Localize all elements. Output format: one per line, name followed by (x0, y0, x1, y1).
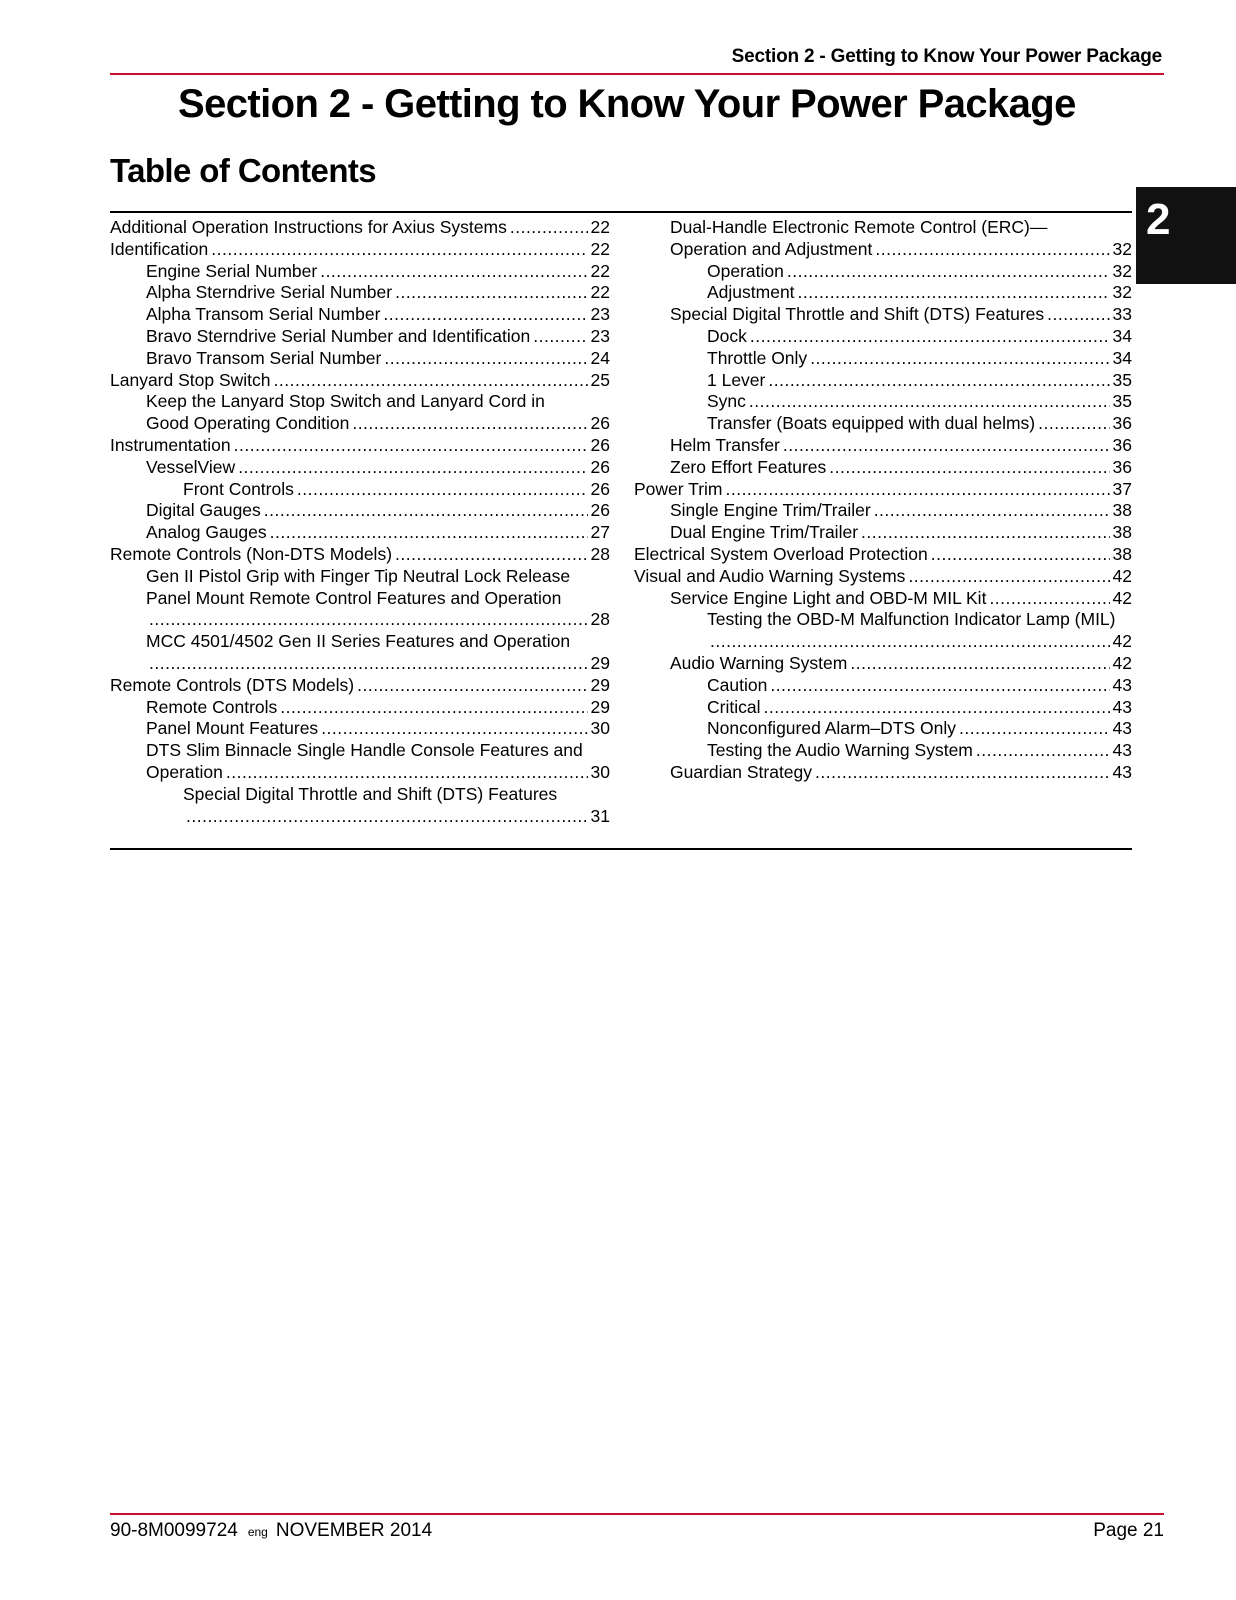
toc-leader-dots (850, 653, 1109, 675)
toc-leader-dots (725, 479, 1109, 501)
toc-entry[interactable] (634, 261, 1132, 283)
toc-entry-title: Power Trim (634, 478, 723, 499)
toc-leader-dots (710, 631, 1110, 653)
toc-left-column (110, 217, 610, 827)
toc-leader-dots (226, 762, 588, 784)
toc-entry[interactable] (634, 370, 1132, 392)
toc-entry[interactable] (634, 762, 1132, 784)
toc-entry-page: 36 (1112, 434, 1132, 455)
page-number: Page 21 (1093, 1520, 1164, 1541)
toc-entry-title: Testing the OBD-M Malfunction Indicator Lamp (MIL) (707, 609, 1116, 630)
toc-entry-title: Electrical System Overload Protection (634, 543, 928, 564)
toc-entry[interactable] (634, 304, 1132, 326)
toc-entry[interactable] (110, 609, 610, 631)
toc-entry-page: 38 (1112, 500, 1132, 521)
toc-entry-page: 43 (1112, 761, 1132, 782)
toc-entry-page: 37 (1112, 478, 1132, 499)
toc-entry-title: Single Engine Trim/Trailer (670, 500, 871, 521)
toc-entry-title: Panel Mount Features (146, 718, 319, 739)
toc-entry[interactable] (110, 500, 610, 522)
toc-entry[interactable] (634, 457, 1132, 479)
toc-entry-page: 24 (590, 347, 610, 368)
toc-leader-dots (783, 435, 1110, 457)
toc-entry[interactable] (110, 413, 610, 435)
toc-entry[interactable] (634, 391, 1132, 413)
toc-leader-dots (763, 697, 1109, 719)
toc-entry[interactable] (110, 697, 610, 719)
toc-entry-page: 23 (590, 325, 610, 346)
toc-leader-dots (149, 653, 588, 675)
toc-entry-title: Nonconfigured Alarm–DTS Only (707, 718, 956, 739)
toc-leader-dots (321, 718, 587, 740)
toc-entry[interactable] (634, 653, 1132, 675)
toc-leader-dots (274, 370, 588, 392)
toc-leader-dots (280, 697, 587, 719)
toc-entry-title: Testing the Audio Warning System (707, 740, 973, 761)
toc-entry[interactable] (110, 217, 610, 239)
toc-leader-dots (234, 435, 588, 457)
toc-entry-title: Zero Effort Features (670, 456, 827, 477)
toc-entry-title: Instrumentation (110, 434, 231, 455)
toc-entry-page: 26 (590, 434, 610, 455)
toc-entry-title: Analog Gauges (146, 522, 267, 543)
toc-entry-page: 23 (590, 304, 610, 325)
toc-entry-title: Alpha Sterndrive Serial Number (146, 282, 393, 303)
toc-entry-title: Additional Operation Instructions for Axius Systems (110, 217, 507, 237)
toc-entry[interactable] (110, 718, 610, 740)
toc-entry-page: 34 (1112, 347, 1132, 368)
toc-entry[interactable] (110, 762, 610, 784)
section-tab: 2 (1136, 187, 1236, 284)
toc-entry-title: Digital Gauges (146, 500, 261, 521)
toc-entry-title: Bravo Transom Serial Number (146, 347, 382, 368)
toc-entry-page: 27 (590, 522, 610, 543)
toc-entry[interactable] (634, 697, 1132, 719)
toc-entry-page: 31 (590, 805, 610, 826)
toc-leader-dots (798, 282, 1110, 304)
toc-entry[interactable] (110, 631, 610, 653)
toc-entry-title: Keep the Lanyard Stop Switch and Lanyard Cord in (146, 391, 545, 412)
toc-leader-dots (750, 326, 1110, 348)
toc-leader-dots (395, 544, 588, 566)
toc-leader-dots (829, 457, 1109, 479)
toc-entry-page: 26 (590, 500, 610, 521)
toc-entry-title: Panel Mount Remote Control Features and Operation (146, 587, 562, 608)
toc-entry-title: MCC 4501/4502 Gen II Series Features and Operation (146, 631, 571, 652)
toc-entry[interactable] (634, 566, 1132, 588)
toc-entry-page: 28 (590, 609, 610, 630)
toc-entry[interactable] (110, 261, 610, 283)
toc-leader-dots (768, 370, 1109, 392)
toc-entry-page: 42 (1112, 565, 1132, 586)
toc-entry-title: Critical (707, 696, 761, 717)
toc-entry-page: 26 (590, 478, 610, 499)
toc-entry-title: Guardian Strategy (670, 761, 813, 782)
toc-leader-dots (749, 391, 1110, 413)
toc-entry[interactable] (110, 566, 610, 588)
toc-entry[interactable] (634, 588, 1132, 610)
toc-top-rule (110, 211, 1132, 213)
toc-leader-dots (989, 588, 1109, 610)
toc-leader-dots (357, 675, 587, 697)
toc-entry-title: Operation (146, 761, 223, 782)
toc-entry[interactable] (634, 348, 1132, 370)
toc-entry-page: 29 (590, 652, 610, 673)
toc-leader-dots (815, 762, 1110, 784)
toc-entry[interactable] (110, 282, 610, 304)
toc-leader-dots (1047, 304, 1109, 326)
toc-entry-page: 35 (1112, 369, 1132, 390)
toc-entry-title: Remote Controls (Non-DTS Models) (110, 543, 393, 564)
toc-leader-dots (861, 522, 1110, 544)
toc-entry[interactable] (634, 631, 1132, 653)
toc-entry-page: 33 (1112, 304, 1132, 325)
toc-entry-title: Adjustment (707, 282, 795, 303)
toc-leader-dots (238, 457, 587, 479)
toc-entry-title: Special Digital Throttle and Shift (DTS) Features (670, 304, 1045, 325)
toc-entry-page: 32 (1112, 282, 1132, 303)
footer-rule (110, 1513, 1164, 1515)
toc-entry-page: 26 (590, 456, 610, 477)
toc-bottom-rule (110, 848, 1132, 850)
toc-leader-dots (959, 718, 1110, 740)
toc-entry-page: 42 (1112, 652, 1132, 673)
toc-entry-title: Gen II Pistol Grip with Finger Tip Neutral Lock Release (146, 565, 571, 586)
toc-entry-page: 43 (1112, 740, 1132, 761)
toc-entry[interactable] (110, 370, 610, 392)
toc-entry[interactable] (634, 522, 1132, 544)
toc-entry[interactable] (110, 435, 610, 457)
toc-entry-title: Visual and Audio Warning Systems (634, 565, 906, 586)
toc-entry-title: Service Engine Light and OBD-M MIL Kit (670, 587, 987, 608)
toc-entry-page: 30 (590, 761, 610, 782)
toc-leader-dots (908, 566, 1109, 588)
toc-entry-title: Operation (707, 260, 784, 281)
toc-entry[interactable] (110, 675, 610, 697)
toc-leader-dots (211, 239, 587, 261)
toc-entry[interactable] (110, 740, 610, 762)
toc-leader-dots (976, 740, 1110, 762)
doc-number: 90-8M0099724 (110, 1520, 238, 1541)
toc-entry-page: 22 (590, 238, 610, 259)
toc-leader-dots (931, 544, 1110, 566)
running-header: Section 2 - Getting to Know Your Power Package (731, 46, 1162, 67)
toc-entry[interactable] (634, 239, 1132, 261)
toc-entry-title: Caution (707, 674, 768, 695)
toc-entry[interactable] (110, 588, 610, 610)
toc-entry-title: Audio Warning System (670, 652, 848, 673)
toc-leader-dots (384, 348, 587, 370)
toc-entry[interactable] (634, 609, 1132, 631)
toc-entry-page: 43 (1112, 674, 1132, 695)
toc-entry-title: Sync (707, 391, 746, 412)
toc-entry-page: 42 (1112, 587, 1132, 608)
toc-leader-dots (787, 261, 1110, 283)
toc-entry[interactable] (110, 653, 610, 675)
toc-leader-dots (874, 500, 1110, 522)
toc-leader-dots (810, 348, 1109, 370)
toc-entry-title: Lanyard Stop Switch (110, 369, 271, 390)
toc-entry-page: 43 (1112, 718, 1132, 739)
toc-entry-page: 43 (1112, 696, 1132, 717)
toc-entry-page: 22 (590, 282, 610, 303)
toc-entry[interactable] (634, 479, 1132, 501)
toc-leader-dots (270, 522, 588, 544)
toc-entry-title: Throttle Only (707, 347, 808, 368)
toc-leader-dots (383, 304, 587, 326)
toc-entry[interactable] (110, 522, 610, 544)
toc-title: Table of Contents (110, 152, 377, 189)
toc-entry-page: 32 (1112, 260, 1132, 281)
toc-entry-title: Remote Controls (146, 696, 278, 717)
toc-entry-page: 36 (1112, 456, 1132, 477)
toc-entry[interactable] (110, 544, 610, 566)
toc-entry-page: 22 (590, 260, 610, 281)
toc-entry-title: Dual Engine Trim/Trailer (670, 522, 859, 543)
toc-entry[interactable] (110, 479, 610, 501)
toc-entry-title: Identification (110, 238, 209, 259)
toc-leader-dots (533, 326, 587, 348)
toc-leader-dots (510, 217, 588, 239)
toc-leader-dots (395, 282, 587, 304)
toc-entry-page: 42 (1112, 631, 1132, 652)
language-code: eng (247, 1525, 268, 1539)
toc-entry[interactable] (634, 435, 1132, 457)
toc-entry-page: 30 (590, 718, 610, 739)
toc-entry[interactable] (634, 544, 1132, 566)
toc-leader-dots (264, 500, 588, 522)
toc-entry-page: 25 (590, 369, 610, 390)
toc-entry-title: Helm Transfer (670, 434, 780, 455)
toc-entry[interactable] (634, 500, 1132, 522)
toc-entry-title: Operation and Adjustment (670, 238, 873, 259)
toc-entry-page: 38 (1112, 522, 1132, 543)
toc-entry-page: 36 (1112, 413, 1132, 434)
toc-entry[interactable] (110, 304, 610, 326)
toc-entry-title: 1 Lever (707, 369, 766, 390)
toc-right-column (634, 217, 1132, 784)
toc-entry-page: 35 (1112, 391, 1132, 412)
toc-entry-page: 38 (1112, 543, 1132, 564)
section-title: Section 2 - Getting to Know Your Power Package (178, 82, 1076, 126)
toc-entry-title: Remote Controls (DTS Models) (110, 674, 355, 695)
toc-entry-page: 32 (1112, 238, 1132, 259)
toc-entry-page: 26 (590, 413, 610, 434)
toc-entry[interactable] (634, 217, 1132, 239)
toc-leader-dots (297, 479, 588, 501)
toc-leader-dots (770, 675, 1109, 697)
toc-entry[interactable] (110, 784, 610, 806)
toc-entry[interactable] (110, 239, 610, 261)
header-rule (110, 73, 1164, 75)
toc-entry-title: Dock (707, 325, 747, 346)
toc-leader-dots (320, 261, 587, 283)
toc-entry[interactable] (110, 326, 610, 348)
toc-entry-title: Front Controls (183, 478, 294, 499)
toc-entry[interactable] (634, 413, 1132, 435)
toc-entry[interactable] (634, 326, 1132, 348)
footer-left (110, 1520, 432, 1542)
toc-entry-title: Good Operating Condition (146, 413, 350, 434)
toc-entry[interactable] (110, 457, 610, 479)
toc-entry-title: DTS Slim Binnacle Single Handle Console Features and (146, 740, 583, 761)
toc-entry-title: VesselView (146, 456, 236, 477)
toc-entry-page: 29 (590, 674, 610, 695)
publication-date: NOVEMBER 2014 (275, 1520, 433, 1541)
toc-entry-title: Dual-Handle Electronic Remote Control (ERC)— (670, 217, 1048, 237)
toc-entry[interactable] (634, 718, 1132, 740)
toc-entry-title: Special Digital Throttle and Shift (DTS) Features (183, 783, 558, 804)
toc-leader-dots (149, 609, 588, 631)
toc-entry[interactable] (110, 806, 610, 828)
toc-leader-dots (875, 239, 1109, 261)
toc-entry-title: Engine Serial Number (146, 260, 318, 281)
toc-leader-dots (186, 806, 588, 828)
toc-leader-dots (1038, 413, 1109, 435)
toc-entry-title: Transfer (Boats equipped with dual helms) (707, 413, 1036, 434)
toc-entry[interactable] (110, 348, 610, 370)
toc-entry[interactable] (634, 675, 1132, 697)
toc-entry[interactable] (110, 391, 610, 413)
toc-leader-dots (352, 413, 587, 435)
toc-entry-page: 29 (590, 696, 610, 717)
toc-entry-page: 28 (590, 543, 610, 564)
toc-entry-title: Bravo Sterndrive Serial Number and Identification (146, 325, 531, 346)
toc-entry[interactable] (634, 282, 1132, 304)
toc-entry-title: Alpha Transom Serial Number (146, 304, 381, 325)
toc-entry-page: 22 (590, 217, 610, 237)
toc-entry[interactable] (634, 740, 1132, 762)
toc-entry-page: 34 (1112, 325, 1132, 346)
